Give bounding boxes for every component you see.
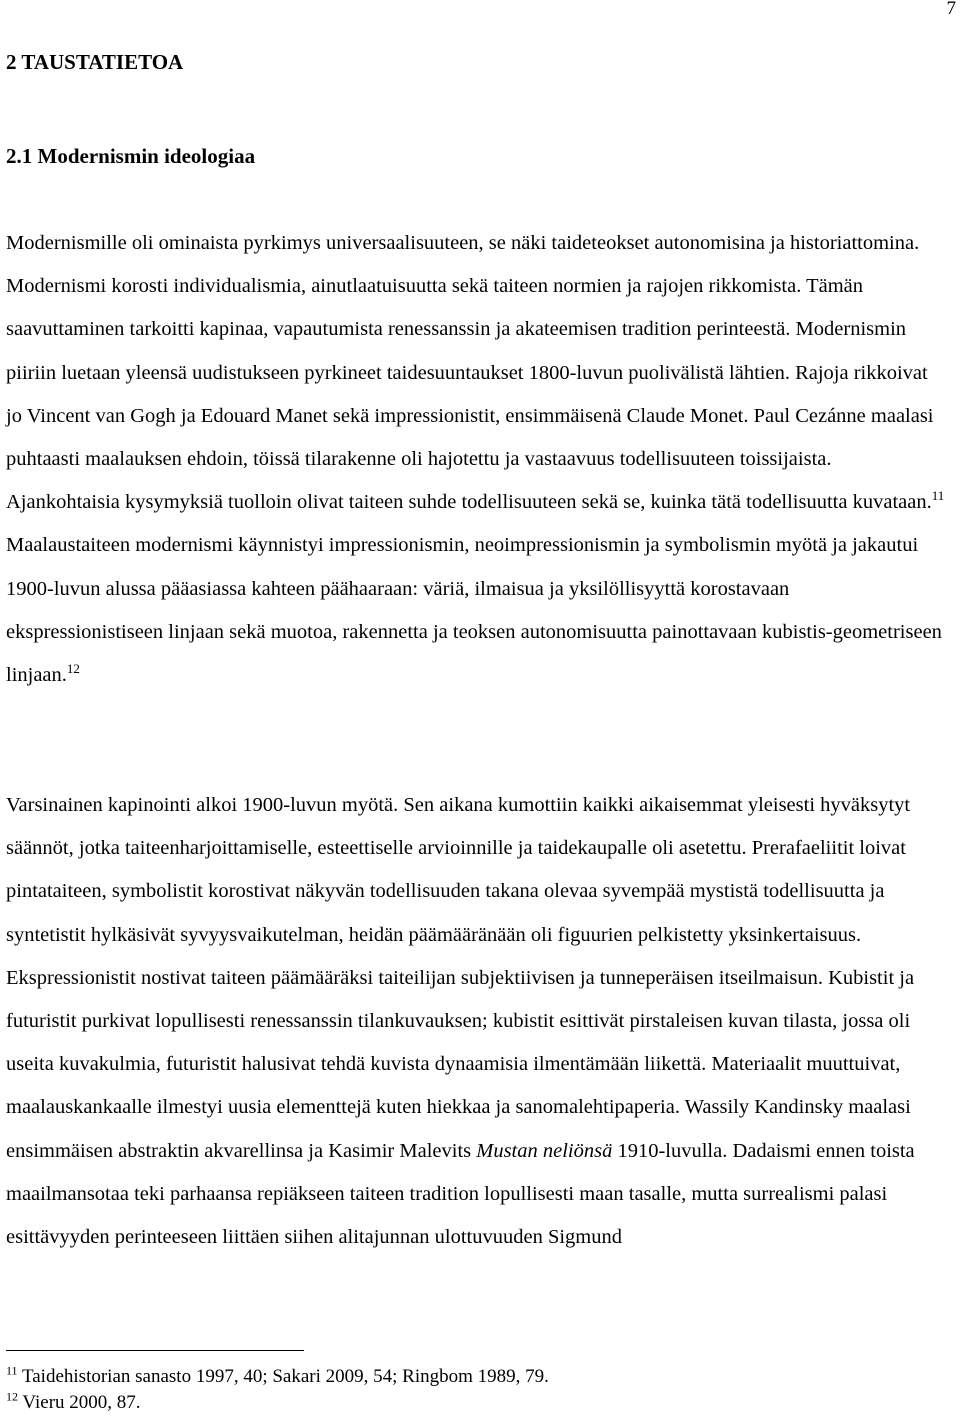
footnote-text: Vieru 2000, 87. [18,1392,141,1413]
chapter-heading: 2 TAUSTATIETOA [6,50,184,74]
page-number: 7 [946,0,956,19]
footnotes [6,1364,946,1416]
footnote-reference: 12 [66,661,80,677]
footnote-text: Taidehistorian sanasto 1997, 40; Sakari 2009, 54; Ringbom 1989, 79. [17,1366,549,1387]
paragraph-text: 1910-luvulla. Dadaismi ennen toista maailmansotaa teki parhaansa repiäkseen taiteen tradition lopullisesti maan tasalle, mutta surrealismi palasi esittävyyden perinteeseen liittäen siihen alitajunnan ulottuvuuden Sigmund [6,1139,915,1249]
paragraph-text: Maalaustaiteen modernismi käynnistyi impressionismin, neoimpressionismin ja symbolismin myötä ja jakautui 1900-luvun alussa pääasiassa kahteen päähaaraan: väriä, ilmaisua ja yksilöllisyyttä korostavaan ekspressionistiseen linjaan sekä muotoa, rakennetta ja teoksen autonomisuutta painottavaan kubistis-geometriseen linjaan. [6,534,942,687]
body-paragraph [6,784,946,1259]
footnote-number: 12 [6,1389,18,1404]
paragraph-text: Modernismille oli ominaista pyrkimys universaalisuuteen, se näki taideteokset autonomisina ja historiattomina. Modernismi korosti individualismia, ainutlaatuisuutta sekä taiteen normien ja rajojen rikkomista. Tämän saavuttaminen tarkoitti kapinaa, vapautumista renessanssin ja akateemisen tradition perinteestä. Modernismin piiriin luetaan yleensä uudistukseen pyrkineet taidesuuntaukset 1800-luvun puolivälistä lähtien. Rajoja rikkoivat jo Vincent van Gogh ja Edouard Manet sekä impressionistit, ensimmäisenä Claude Monet. Paul Cezánne maalasi puhtaasti maalauksen ehdoin, töissä tilarakenne oli hajotettu ja vastaavuus todellisuuteen toissijaista. Ajankohtaisia kysymyksiä tuolloin olivat taiteen suhde todellisuuteen sekä se, kuinka tätä todellisuutta kuvataan. [6,232,934,514]
footnote-reference: 11 [931,488,945,504]
artwork-title: Mustan neliönsä [476,1139,613,1162]
footnote [6,1364,946,1390]
section-heading: 2.1 Modernismin ideologiaa [6,144,256,168]
footnote-number: 11 [6,1363,18,1378]
paragraph-text: Varsinainen kapinointi alkoi 1900-luvun myötä. Sen aikana kumottiin kaikki aikaisemmat yleisesti hyväksytyt säännöt, jotka taiteenharjoittamiselle, esteettiselle arvioinnille ja taidekaupalle oli asetettu. Prerafaeliitit loivat pintataiteen, symbolistit korostivat näkyvän todellisuuden takana olevaa syvempää mystistä todellisuutta ja syntetistit hylkäsivät syvyysvaikutelman, heidän päämääränään oli figuurien pelkistetty yksinkertaisuus. Ekspressionistit nostivat taiteen päämääräksi taiteilijan subjektiivisen ja tunneperäisen itseilmaisun. Kubistit ja futuristit purkivat lopullisesti renessanssin tilankuvauksen; kubistit esittivät pirstaleisen kuvan tilasta, jossa oli useita kuvakulmia, futuristit halusivat tehdä kuvista dynaamisia ilmentämään liikettä. Materiaalit muuttuivat, maalauskankaalle ilmestyi uusia elementtejä kuten hiekkaa ja sanomalehtipaperia. Wassily Kandinsky maalasi ensimmäisen abstraktin akvarellinsa ja Kasimir Malevits [6,794,915,1162]
footnote-separator [6,1350,304,1351]
body-paragraph [6,222,946,697]
footnote [6,1390,946,1416]
